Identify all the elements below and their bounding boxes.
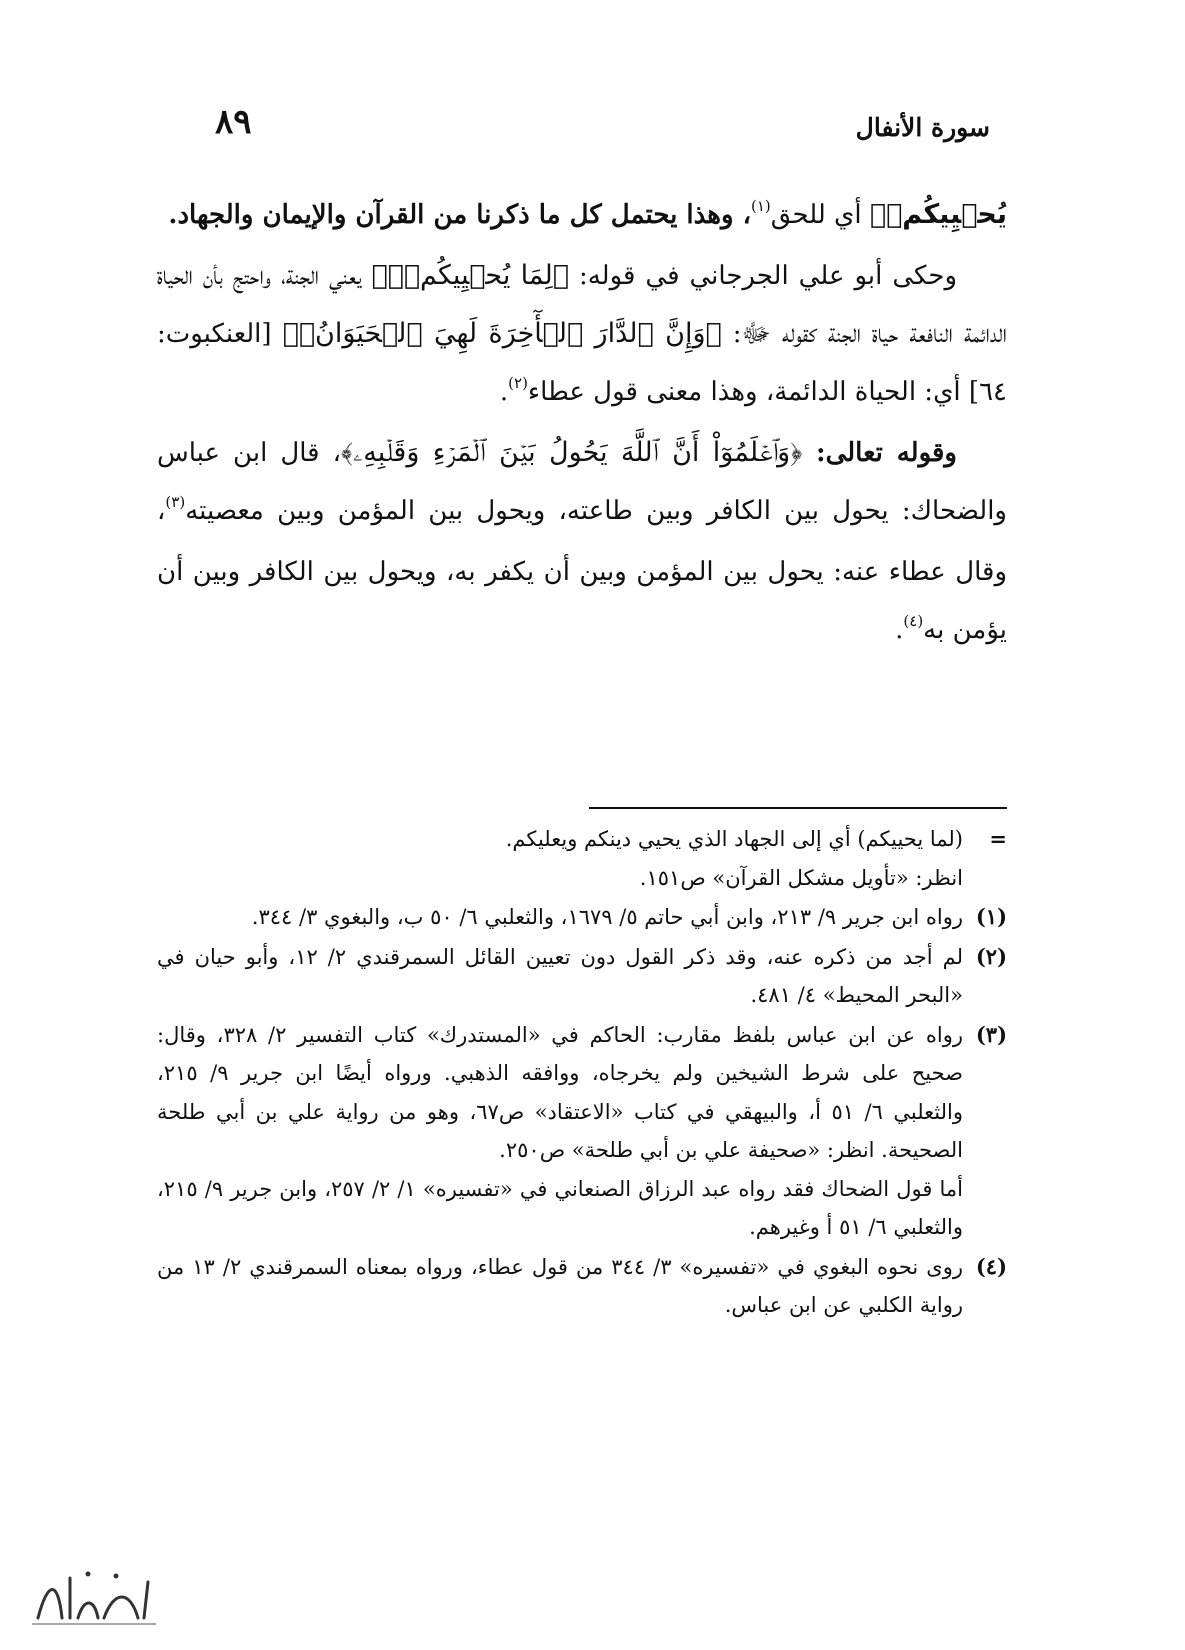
quran-fragment: يُحۡيِيكُمۡۖ	[869, 199, 1007, 230]
paragraph-text: .	[499, 377, 509, 407]
paragraph-text: أي للحق	[770, 200, 870, 230]
footnote-line: أما قول الضحاك فقد رواه عبد الرزاق الصنعاني في «تفسيره» ١/ ٢/ ٢٥٧، وابن جرير ٩/ ٢١٥، والثعلبي ٦/ ٥١ أ وغيرهم.	[157, 1176, 963, 1239]
paragraph-text: ، وهذا يحتمل كل ما ذكرنا من القرآن والإيمان والجهاد.	[168, 200, 751, 230]
paragraph-text: [العنكبوت: ٦٤] أي: الحياة الدائمة، وهذا معنى قول عطاء	[157, 319, 1007, 407]
publisher-logo-icon	[18, 1560, 168, 1635]
footnote-number: (٤)	[975, 1253, 1007, 1279]
footnote-body	[157, 938, 963, 1015]
paragraph-text: ، قال ابن عباس والضحاك: يحول بين الكافر وبين طاعته، ويحول بين المؤمن وبين معصيته	[157, 438, 1007, 526]
footnote-ref-3[interactable]: (٣)	[165, 493, 186, 511]
footnote-number: (٢)	[975, 943, 1007, 969]
footnote-body	[157, 898, 963, 937]
footnote-number: =	[989, 826, 1007, 851]
footnote	[157, 898, 1007, 937]
footnote-ref-4[interactable]: (٤)	[903, 612, 924, 630]
running-header	[215, 102, 990, 148]
main-text	[157, 186, 1007, 662]
footnote-ref-2[interactable]: (٢)	[508, 374, 528, 392]
footnote-line: رواه عن ابن عباس بلفظ مقارب: الحاكم في «المستدرك» كتاب التفسير ٢/ ٣٢٨، وقال: صحيح على شرط الشيخين ولم يخرجاه، ووافقه الذهبي. ورواه أيضًا ابن جرير ٩/ ٢١٥، والثعلبي ٦/ ٥١ أ، والبيهقي في كتاب «الاعتقاد» ص٦٧، وهو من رواية علي بن أبي طلحة الصحيحة. انظر: «صحيفة علي بن أبي طلحة» ص٢٥٠.	[157, 1022, 963, 1162]
quran-verse: ﴿لِمَا يُحۡيِيكُمۡۖ﴾	[371, 260, 569, 291]
paragraph-text: يعني الجنة، واحتج بأن الحياة الدائمة النافعة حياة الجنة كقوله ﷻ:	[157, 261, 1008, 349]
footnote-ref-1[interactable]: (١)	[750, 197, 771, 215]
paragraph-text: وقوله تعالى:	[802, 438, 957, 468]
footnote	[157, 820, 1007, 897]
footnote-line: روى نحوه البغوي في «تفسيره» ٣/ ٣٤٤ من قول عطاء، ورواه بمعناه السمرقندي ٢/ ١٣ من رواية الكلبي عن ابن عباس.	[157, 1254, 963, 1317]
surah-title: سورة الأنفال	[855, 113, 990, 142]
page-number: ٨٩	[215, 102, 252, 142]
paragraph-2	[157, 247, 1007, 424]
footnote-number: (٣)	[975, 1021, 1007, 1047]
footnote-line: رواه ابن جرير ٩/ ٢١٣، وابن أبي حاتم ٥/ ١٦٧٩، والثعلبي ٦/ ٥٠ ب، والبغوي ٣/ ٣٤٤.	[251, 905, 963, 929]
footnote	[157, 1016, 1007, 1247]
paragraph-1	[157, 186, 1007, 247]
footnote-line: (لما يحييكم) أي إلى الجهاد الذي يحيي دينكم ويعليكم.	[505, 827, 963, 851]
footnote-body	[157, 1248, 963, 1325]
quran-verse: ﴿وَٱعۡلَمُوٓاْ أَنَّ ٱللَّهَ يَحُولُ بَيۡنَ ٱلۡمَرۡءِ وَقَلۡبِهِۦ﴾	[341, 437, 803, 468]
quran-verse: ﴿وَإِنَّ ٱلدَّارَ ٱلۡأٓخِرَةَ لَهِيَ ٱلۡحَيَوَانُۚ﴾	[282, 318, 722, 349]
footnote-separator	[589, 807, 1007, 809]
footnote-body	[157, 820, 963, 897]
paragraph-text: ، وقال عطاء عنه: يحول بين المؤمن وبين أن يكفر به، ويحول بين الكافر وبين أن يؤمن به	[157, 496, 1008, 645]
footnote	[157, 1248, 1007, 1325]
paragraph-3	[157, 424, 1007, 662]
footnote-line: لم أجد من ذكره عنه، وقد ذكر القول دون تعيين القائل السمرقندي ٢/ ١٢، وأبو حيان في «البحر المحيط» ٤/ ٤٨١.	[157, 944, 963, 1007]
paragraph-text: وحكى أبو علي الجرجاني في قوله:	[568, 261, 958, 291]
footnote-number: (١)	[975, 904, 1007, 929]
footnotes	[157, 820, 1007, 1326]
footnote-body	[157, 1016, 963, 1247]
paragraph-text: .	[895, 615, 904, 645]
footnote	[157, 938, 1007, 1015]
footnote-line: انظر: «تأويل مشكل القرآن» ص١٥١.	[639, 865, 963, 890]
